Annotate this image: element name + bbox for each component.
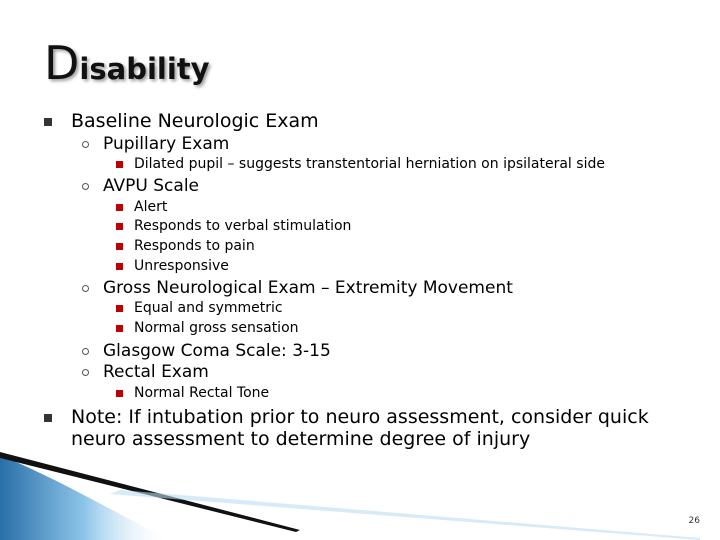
circle-bullet-icon	[82, 348, 89, 355]
bullet-rectal-exam: Rectal Exam	[103, 362, 209, 382]
bullet-dilated-pupil: Dilated pupil – suggests transtentorial herniation on ipsilateral side	[134, 156, 605, 172]
bullet-avpu-scale: AVPU Scale	[103, 176, 200, 196]
square-bullet-icon	[44, 118, 52, 126]
swoosh-light-line	[110, 490, 700, 540]
square-bullet-icon	[116, 204, 123, 211]
bullet-responds-verbal: Responds to verbal stimulation	[134, 218, 352, 234]
circle-bullet-icon	[82, 183, 89, 190]
title-first-letter: D	[44, 36, 80, 90]
page-number: 26	[688, 516, 700, 526]
circle-bullet-icon	[82, 285, 89, 292]
decorative-swoosh	[0, 440, 720, 540]
title-rest: isability	[79, 52, 210, 86]
square-bullet-icon	[116, 161, 123, 168]
circle-bullet-icon	[82, 141, 89, 148]
square-bullet-icon	[116, 263, 123, 270]
bullet-alert: Alert	[134, 199, 168, 215]
bullet-gross-neuro-exam: Gross Neurological Exam – Extremity Movement	[103, 278, 513, 298]
bullet-pupillary-exam: Pupillary Exam	[103, 134, 230, 154]
square-bullet-icon	[116, 390, 123, 397]
bullet-normal-gross-sensation: Normal gross sensation	[134, 320, 299, 336]
swoosh-blue	[0, 455, 170, 540]
circle-bullet-icon	[82, 369, 89, 376]
bullet-note-line-2: neuro assessment to determine degree of injury	[71, 428, 531, 450]
bullet-glasgow-coma-scale: Glasgow Coma Scale: 3-15	[103, 341, 331, 361]
square-bullet-icon	[116, 325, 123, 332]
square-bullet-icon	[44, 414, 52, 422]
square-bullet-icon	[116, 305, 123, 312]
bullet-note-line-1: Note: If intubation prior to neuro assessment, consider quick	[71, 406, 649, 428]
bullet-unresponsive: Unresponsive	[134, 258, 229, 274]
bullet-baseline-neurologic-exam: Baseline Neurologic Exam	[71, 110, 319, 132]
bullet-equal-symmetric: Equal and symmetric	[134, 300, 283, 316]
square-bullet-icon	[116, 243, 123, 250]
bullet-normal-rectal-tone: Normal Rectal Tone	[134, 385, 270, 401]
square-bullet-icon	[116, 223, 123, 230]
slide-title	[44, 36, 210, 90]
bullet-responds-pain: Responds to pain	[134, 238, 255, 254]
